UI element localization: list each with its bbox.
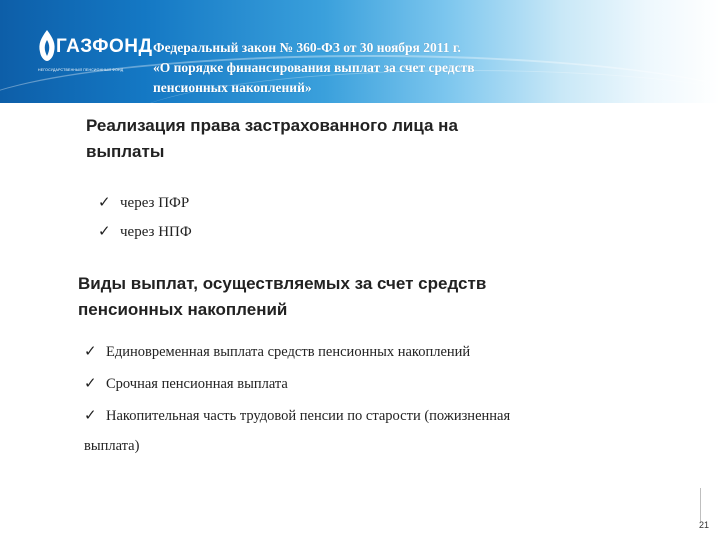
list-item-continuation: выплата) [84, 438, 140, 454]
law-title-line: пенсионных накоплений» [153, 80, 312, 95]
list-item-text: Срочная пенсионная выплата [106, 376, 288, 392]
section-title-payment-types [78, 271, 558, 323]
checkmark-icon: ✓ [98, 195, 111, 211]
section-title-line: Виды выплат, осуществляемых за счет средств [78, 274, 487, 293]
list-item [98, 222, 192, 241]
law-title [153, 38, 623, 98]
header-banner [0, 0, 720, 103]
list-item-text: Единовременная выплата средств пенсионных накоплений [106, 344, 471, 360]
law-title-line: «О порядке финансирования выплат за счет средств [153, 60, 475, 75]
law-title-line: Федеральный закон № 360-ФЗ от 30 ноября 2011 г. [153, 40, 461, 55]
list-item-text: Накопительная часть трудовой пенсии по старости (пожизненная [106, 408, 511, 424]
section-title-line: выплаты [86, 142, 165, 161]
checkmark-icon: ✓ [84, 408, 97, 424]
checkmark-icon: ✓ [98, 224, 111, 240]
footer-divider [700, 488, 701, 522]
list-item [84, 406, 510, 425]
list-item-text: через НПФ [120, 224, 192, 240]
flame-icon [36, 28, 58, 62]
section-title-line: Реализация права застрахованного лица на [86, 116, 458, 135]
checkmark-icon: ✓ [84, 376, 97, 392]
list-item [84, 342, 470, 361]
gazfond-logo [36, 26, 153, 78]
list-item [84, 374, 288, 393]
list-item [98, 193, 189, 212]
section-title-line: пенсионных накоплений [78, 300, 288, 319]
section-title-rights [86, 113, 546, 165]
list-item-text: через ПФР [120, 195, 190, 211]
logo-subtitle: НЕГОСУДАРСТВЕННЫЙ ПЕНСИОННЫЙ ФОНД [38, 68, 124, 72]
page-number: 21 [699, 520, 710, 530]
logo-text: ГАЗФОНД [56, 36, 153, 57]
checkmark-icon: ✓ [84, 344, 97, 360]
